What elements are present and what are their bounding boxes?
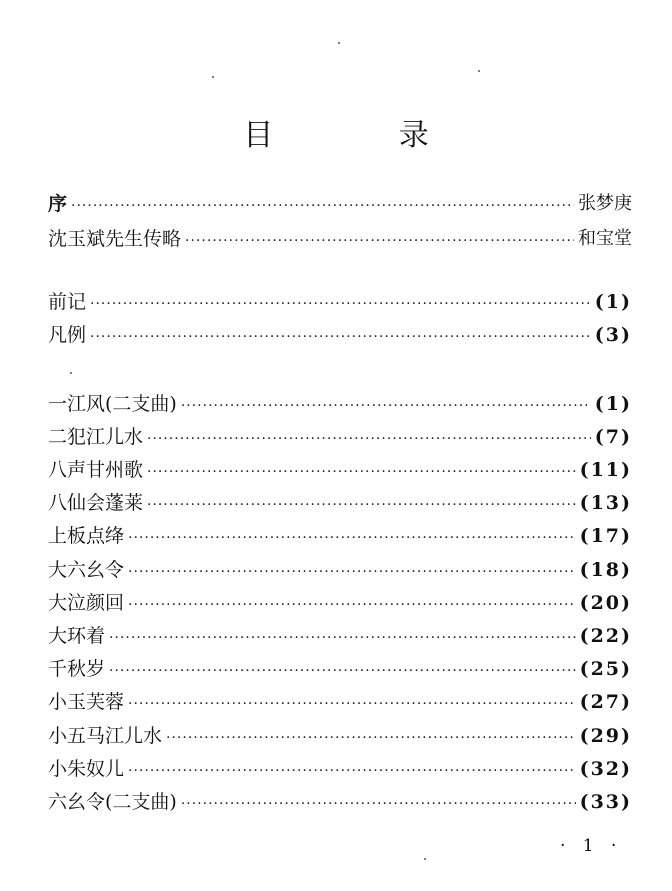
toc-entry-page: (13): [579, 492, 632, 514]
dot-leader: [128, 556, 576, 584]
toc-entry[interactable]: [48, 390, 632, 418]
toc-entry-title: 小朱奴儿: [48, 758, 125, 780]
toc-entry-title: 前记: [48, 291, 87, 313]
dot-leader: [181, 788, 576, 816]
toc-entry-title: 八仙会蓬莱: [48, 492, 144, 514]
dot-leader: [71, 190, 574, 218]
toc-entry-title: 小玉芙蓉: [48, 691, 125, 713]
toc-entry-page: (25): [579, 658, 632, 680]
scan-speck: [70, 372, 72, 374]
toc-entry-page: (29): [579, 725, 632, 747]
toc-entry-title: 凡例: [48, 324, 87, 346]
toc-entry-author: 张梦庚: [578, 193, 632, 214]
toc-entry[interactable]: [48, 622, 632, 650]
dot-leader: [181, 390, 591, 418]
dot-leader: [147, 456, 576, 484]
dot-leader: [147, 423, 591, 451]
toc-entry[interactable]: [48, 722, 632, 750]
toc-entry[interactable]: [48, 589, 632, 617]
toc-entry-title: 六幺令(二支曲): [48, 791, 177, 813]
toc-entry-title: 千秋岁: [48, 658, 106, 680]
toc-entry-page: (11): [579, 459, 632, 481]
toc-entry-page: (18): [579, 559, 632, 581]
toc-entry-title: 大六幺令: [48, 559, 125, 581]
scan-speck: [338, 42, 340, 44]
toc-entry-preface[interactable]: [48, 190, 632, 218]
toc-entry-title: 一江风(二支曲): [48, 393, 177, 415]
toc-entry[interactable]: [48, 556, 632, 584]
toc-entry-biography[interactable]: [48, 225, 632, 253]
toc-entry-page: (17): [579, 525, 632, 547]
toc-entry-title: 沈玉斌先生传略: [48, 228, 182, 250]
toc-entry[interactable]: [48, 655, 632, 683]
dot-leader: [109, 655, 576, 683]
scan-speck: [478, 70, 480, 72]
dot-leader: [128, 688, 576, 716]
toc-entry-title: 上板点绛: [48, 525, 125, 547]
toc-entry-page: (27): [579, 691, 632, 713]
toc-entry-page: (1): [594, 291, 632, 313]
dot-leader: [109, 622, 576, 650]
toc-entry-guide[interactable]: [48, 321, 632, 349]
toc-entry-title: 八声甘州歌: [48, 459, 144, 481]
scan-speck: [424, 858, 426, 860]
toc-entry[interactable]: [48, 489, 632, 517]
dot-leader: [128, 755, 576, 783]
page-number: · 1 ·: [560, 836, 623, 856]
toc-entry-page: (32): [579, 758, 632, 780]
page-title: 目 录: [243, 118, 487, 153]
dot-leader: [128, 589, 576, 617]
scan-speck: [212, 76, 214, 78]
toc-entry[interactable]: [48, 456, 632, 484]
toc-entry[interactable]: [48, 755, 632, 783]
dot-leader: [90, 321, 591, 349]
dot-leader: [128, 522, 576, 550]
toc-entry-title: 小五马江儿水: [48, 725, 163, 747]
toc-entry-page: (7): [594, 426, 632, 448]
toc-entry[interactable]: [48, 522, 632, 550]
toc-entry-title: 大泣颜回: [48, 592, 125, 614]
dot-leader: [185, 225, 574, 253]
toc-entry-page: (1): [594, 393, 632, 415]
toc-entry-title: 序: [48, 193, 68, 215]
toc-entry-title: 二犯江儿水: [48, 426, 144, 448]
dot-leader: [147, 489, 576, 517]
dot-leader: [90, 288, 591, 316]
toc-entry-page: (3): [594, 324, 632, 346]
dot-leader: [166, 722, 576, 750]
toc-entry[interactable]: [48, 788, 632, 816]
toc-entry-page: (22): [579, 625, 632, 647]
toc-entry-title: 大环着: [48, 625, 106, 647]
toc-entry-foreword[interactable]: [48, 288, 632, 316]
toc-entry[interactable]: [48, 423, 632, 451]
toc-entry-page: (33): [579, 791, 632, 813]
toc-entry[interactable]: [48, 688, 632, 716]
toc-entry-page: (20): [579, 592, 632, 614]
toc-entry-author: 和宝堂: [578, 228, 632, 249]
